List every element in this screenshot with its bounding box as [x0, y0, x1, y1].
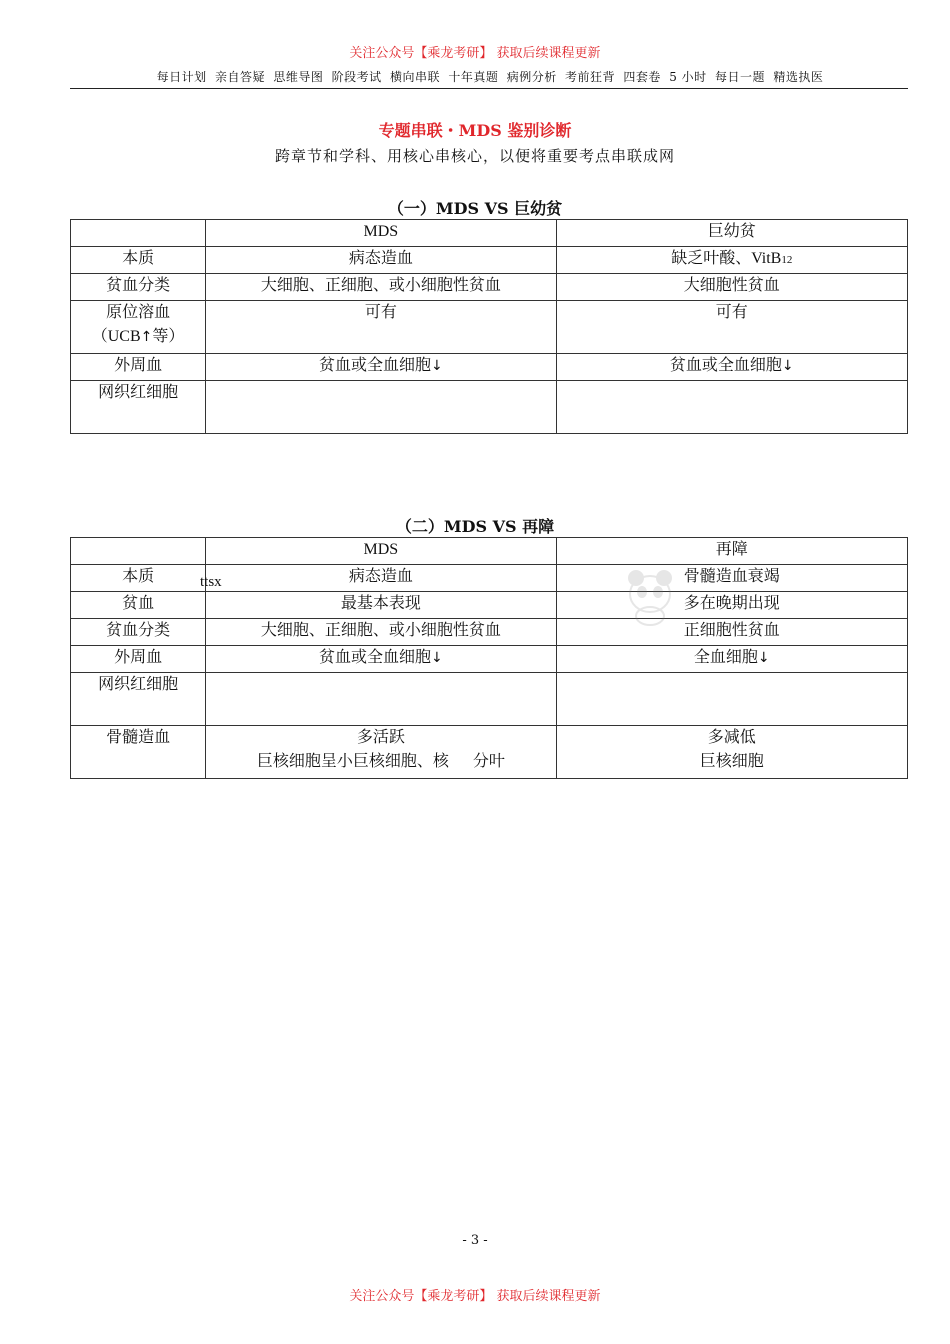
table-row — [71, 354, 908, 381]
other-cell: 骨髓造血衰竭 — [556, 565, 907, 592]
promo-banner-top: 关注公众号【乘龙考研】 获取后续课程更新 — [349, 46, 601, 61]
row-label: 外周血 — [71, 354, 206, 381]
row-label: 网织红细胞 — [71, 381, 206, 434]
row-label: 网织红细胞 — [71, 673, 206, 726]
row-label: 贫血分类 — [71, 274, 206, 301]
other-cell: 可有 — [556, 301, 907, 354]
subscript: 12 — [781, 254, 793, 266]
other-cell: 贫血或全血细胞↓ — [556, 354, 907, 381]
section1-title: （一）MDS VS 巨幼贫 — [387, 199, 563, 218]
other-cell: 正细胞性贫血 — [556, 619, 907, 646]
mds-cell: 大细胞、正细胞、或小细胞性贫血 — [206, 274, 556, 301]
other-cell: 多在晚期出现 — [556, 592, 907, 619]
mds-vs-aplastic-table — [70, 537, 908, 779]
down-arrow-icon: ↓ — [781, 358, 794, 374]
header-feature-list — [70, 68, 910, 85]
header-item: 亲自答疑 — [214, 70, 265, 84]
header-item: 病例分析 — [506, 70, 557, 84]
header-item: 精选执医 — [773, 70, 824, 84]
table-row — [71, 565, 908, 592]
row-label: 本质 — [71, 247, 206, 274]
other-cell — [556, 673, 907, 726]
header-item: 横向串联 — [390, 70, 441, 84]
table-row — [71, 381, 908, 434]
other-cell: 多减低 巨核细胞 — [556, 726, 907, 779]
table-row — [71, 673, 908, 726]
watermark-text: ttsx — [200, 574, 222, 590]
down-arrow-icon: ↓ — [757, 650, 770, 666]
table-row — [71, 619, 908, 646]
header-item: 阶段考试 — [331, 70, 382, 84]
label-line: （UCB↑等） — [91, 328, 185, 345]
page-number: - 3 - — [462, 1233, 488, 1248]
other-cell — [556, 381, 907, 434]
row-label — [71, 301, 206, 354]
header-divider — [70, 88, 908, 89]
row-label: 贫血分类 — [71, 619, 206, 646]
down-arrow-icon: ↓ — [431, 358, 443, 374]
mds-cell: 可有 — [206, 301, 556, 354]
cell-text: 缺乏叶酸、VitB — [671, 250, 782, 267]
mds-vs-megaloblastic-table — [70, 219, 908, 434]
label-line: 原位溶血 — [106, 304, 171, 321]
document-subtitle: 跨章节和学科、用核心串核心，以便将重要考点串联成网 — [274, 147, 675, 165]
mds-cell: 最基本表现 — [206, 592, 556, 619]
header-item: 思维导图 — [273, 70, 324, 84]
section2-title: （二）MDS VS 再障 — [395, 517, 555, 536]
other-cell: 大细胞性贫血 — [556, 274, 907, 301]
mds-cell: 病态造血 — [206, 247, 556, 274]
header-item: 每日计划 — [156, 70, 207, 84]
table-header-row — [71, 220, 908, 247]
promo-banner-bottom: 关注公众号【乘龙考研】 获取后续课程更新 — [349, 1289, 601, 1304]
panda-watermark-icon — [622, 566, 678, 626]
row-label: 外周血 — [71, 646, 206, 673]
header-cell-blank — [71, 538, 206, 565]
mds-cell: 贫血或全血细胞↓ — [206, 354, 556, 381]
header-item: 5 小时 — [669, 70, 707, 84]
header-cell-mds: MDS — [206, 538, 556, 565]
header-cell-other: 再障 — [556, 538, 907, 565]
up-arrow-icon: ↑ — [140, 329, 153, 345]
header-cell-blank — [71, 220, 206, 247]
header-cell-mds: MDS — [206, 220, 556, 247]
down-arrow-icon: ↓ — [431, 650, 443, 666]
table-row — [71, 247, 908, 274]
mds-cell: 大细胞、正细胞、或小细胞性贫血 — [206, 619, 556, 646]
header-item: 十年真题 — [448, 70, 499, 84]
header-item: 考前狂背 — [565, 70, 616, 84]
mds-cell — [206, 381, 556, 434]
mds-cell: 病态造血 — [206, 565, 556, 592]
row-label: 骨髓造血 — [71, 726, 206, 779]
row-label: 本质 — [71, 565, 206, 592]
header-cell-other: 巨幼贫 — [556, 220, 907, 247]
mds-cell: 多活跃 巨核细胞呈小巨核细胞、核 分叶 — [206, 726, 556, 779]
table-row — [71, 726, 908, 779]
table-header-row — [71, 538, 908, 565]
table-row — [71, 274, 908, 301]
other-cell — [556, 247, 907, 274]
document-title: 专题串联・MDS 鉴别诊断 — [378, 121, 572, 140]
other-cell: 全血细胞↓ — [556, 646, 907, 673]
table-row — [71, 646, 908, 673]
row-label: 贫血 — [71, 592, 206, 619]
header-item: 四套卷 — [623, 70, 661, 84]
table-row — [71, 592, 908, 619]
mds-cell — [206, 673, 556, 726]
header-item: 每日一题 — [715, 70, 766, 84]
table-row — [71, 301, 908, 354]
mds-cell: 贫血或全血细胞↓ — [206, 646, 556, 673]
